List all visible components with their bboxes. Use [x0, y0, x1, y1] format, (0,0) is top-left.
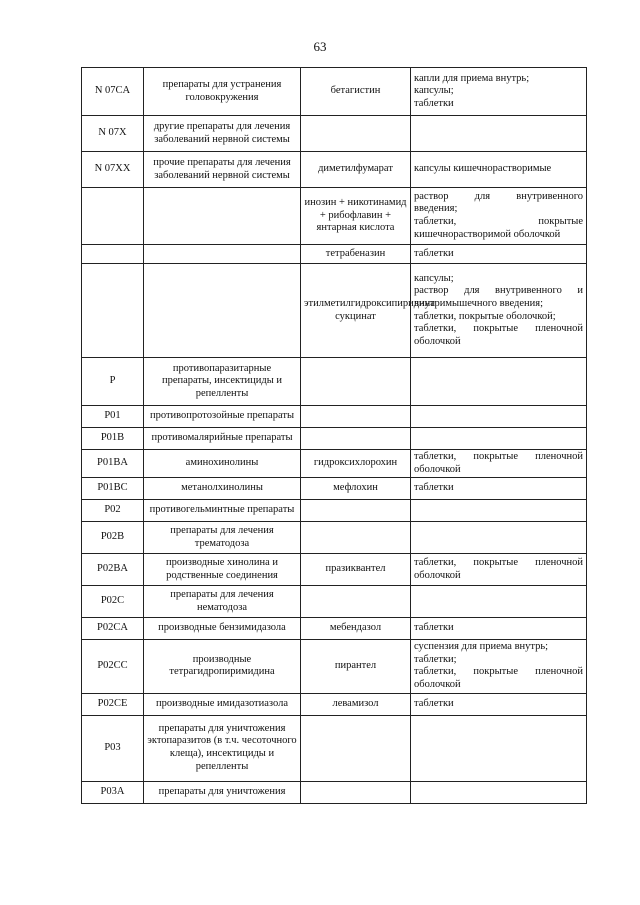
atc-group-cell: противопротозойные препараты	[144, 406, 301, 428]
atc-code-cell: P02CE	[82, 693, 144, 715]
atc-code-cell: N 07XX	[82, 152, 144, 188]
atc-group-cell: производные имидазотиазола	[144, 693, 301, 715]
dosage-form-line: капсулы кишечнорастворимые	[414, 163, 552, 175]
table-row	[82, 406, 587, 428]
dosage-form-cell	[411, 450, 587, 478]
dosage-form-line: капсулы;	[414, 85, 454, 97]
atc-code-cell: P01BA	[82, 450, 144, 478]
atc-code-cell: P02CC	[82, 640, 144, 693]
dosage-form-line: таблетки, покрытые пленочной	[414, 666, 583, 678]
table-row	[82, 264, 587, 358]
dosage-form-cell	[411, 68, 587, 116]
drug-name-cell: этилметилгидроксипиридина сукцинат	[301, 264, 411, 358]
dosage-form-line: таблетки	[414, 697, 454, 709]
drug-name-cell: гидроксихлорохин	[301, 450, 411, 478]
dosage-form-line: оболочкой	[414, 463, 461, 475]
drug-name-cell: мефлохин	[301, 478, 411, 500]
dosage-form-line: введения;	[414, 203, 458, 215]
atc-code-cell: P02	[82, 500, 144, 522]
atc-code-cell: P03	[82, 715, 144, 781]
atc-group-cell: аминохинолины	[144, 450, 301, 478]
dosage-form-cell	[411, 358, 587, 406]
dosage-form-cell	[411, 406, 587, 428]
dosage-form-line: таблетки	[414, 97, 454, 109]
dosage-form-line: оболочкой	[414, 678, 461, 690]
atc-code-cell: P01	[82, 406, 144, 428]
atc-code-cell	[82, 188, 144, 245]
drug-name-cell	[301, 116, 411, 152]
atc-group-cell	[144, 264, 301, 358]
dosage-form-line: таблетки, покрытые оболочкой;	[414, 310, 556, 322]
table-row	[82, 586, 587, 618]
atc-group-cell: препараты для лечения трематодоза	[144, 522, 301, 554]
drug-name-cell: инозин + никотинамид + рибофлавин + янтарная кислота	[301, 188, 411, 245]
atc-code-cell: P02CA	[82, 618, 144, 640]
drug-name-cell: бетагистин	[301, 68, 411, 116]
dosage-form-line: оболочкой	[414, 335, 461, 347]
table-row	[82, 116, 587, 152]
dosage-form-cell	[411, 245, 587, 264]
table-body	[82, 68, 587, 804]
table-row	[82, 715, 587, 781]
dosage-form-line: таблетки, покрытые пленочной	[414, 451, 583, 462]
table-row	[82, 188, 587, 245]
dosage-form-cell	[411, 640, 587, 693]
dosage-form-cell	[411, 693, 587, 715]
dosage-form-cell	[411, 522, 587, 554]
dosage-form-line: таблетки;	[414, 653, 457, 665]
table-row	[82, 522, 587, 554]
table-row	[82, 245, 587, 264]
atc-group-cell: прочие препараты для лечения заболеваний нервной системы	[144, 152, 301, 188]
dosage-form-line: таблетки	[414, 247, 454, 259]
drug-name-cell	[301, 500, 411, 522]
drug-name-cell	[301, 522, 411, 554]
atc-group-cell: препараты для устранения головокружения	[144, 68, 301, 116]
page-number: 63	[313, 39, 327, 54]
dosage-form-line: таблетки	[414, 622, 454, 634]
dosage-form-line: раствор для внутривенного	[414, 190, 583, 202]
atc-group-cell: противогельминтные препараты	[144, 500, 301, 522]
atc-code-cell: P02C	[82, 586, 144, 618]
drug-name-cell: мебендазол	[301, 618, 411, 640]
table-row	[82, 68, 587, 116]
atc-group-cell	[144, 245, 301, 264]
dosage-form-cell	[411, 478, 587, 500]
drug-name-cell	[301, 715, 411, 781]
dosage-form-cell	[411, 781, 587, 803]
drug-name-cell: тетрабеназин	[301, 245, 411, 264]
table-row	[82, 640, 587, 693]
table-row	[82, 693, 587, 715]
atc-code-cell: P02B	[82, 522, 144, 554]
drug-name-cell	[301, 358, 411, 406]
table-row	[82, 618, 587, 640]
dosage-form-cell	[411, 618, 587, 640]
atc-group-cell: препараты для лечения нематодоза	[144, 586, 301, 618]
atc-group-cell: производные хинолина и родственные соединения	[144, 554, 301, 586]
atc-group-cell: производные тетрагидропиримидина	[144, 640, 301, 693]
atc-group-cell: производные бензимидазола	[144, 618, 301, 640]
dosage-form-line: раствор для внутривенного и	[414, 285, 583, 297]
table-row	[82, 781, 587, 803]
atc-code-cell: P02BA	[82, 554, 144, 586]
dosage-form-line: таблетки, покрытые пленочной	[414, 323, 583, 335]
atc-group-cell: метанолхинолины	[144, 478, 301, 500]
atc-code-cell	[82, 264, 144, 358]
atc-group-cell: противопаразитарные препараты, инсектициды и репелленты	[144, 358, 301, 406]
dosage-form-line: кишечнорастворимой оболочкой	[414, 228, 561, 240]
dosage-form-line: таблетки, покрытые	[414, 216, 583, 227]
drug-name-cell	[301, 586, 411, 618]
dosage-form-cell	[411, 586, 587, 618]
dosage-form-cell	[411, 152, 587, 188]
atc-group-cell: препараты для уничтожения эктопаразитов (в т.ч. чесоточного клеща), инсектициды и репелленты	[144, 715, 301, 781]
drug-name-cell: левамизол	[301, 693, 411, 715]
dosage-form-line: таблетки, покрытые пленочной	[414, 557, 583, 569]
drug-name-cell: празиквантел	[301, 554, 411, 586]
dosage-form-line: капли для приема внутрь;	[414, 72, 530, 84]
dosage-form-cell	[411, 554, 587, 586]
dosage-form-line: оболочкой	[414, 569, 461, 581]
atc-code-cell: P01BC	[82, 478, 144, 500]
dosage-form-line: таблетки	[414, 482, 454, 494]
drug-name-cell: диметилфумарат	[301, 152, 411, 188]
table-row	[82, 428, 587, 450]
drug-name-cell: пирантел	[301, 640, 411, 693]
atc-group-cell	[144, 188, 301, 245]
table-row	[82, 478, 587, 500]
table-row	[82, 450, 587, 478]
atc-code-cell: P	[82, 358, 144, 406]
table-row	[82, 358, 587, 406]
dosage-form-cell	[411, 116, 587, 152]
atc-code-cell: P03A	[82, 781, 144, 803]
atc-code-cell: N 07CA	[82, 68, 144, 116]
dosage-form-cell	[411, 264, 587, 358]
dosage-form-line: суспензия для приема внутрь;	[414, 641, 549, 653]
dosage-form-cell	[411, 715, 587, 781]
atc-group-cell: препараты для уничтожения	[144, 781, 301, 803]
dosage-form-cell	[411, 500, 587, 522]
dosage-form-line: капсулы;	[414, 272, 454, 284]
dosage-form-cell	[411, 428, 587, 450]
atc-group-cell: противомалярийные препараты	[144, 428, 301, 450]
drug-name-cell	[301, 428, 411, 450]
table-row	[82, 500, 587, 522]
atc-code-cell: N 07X	[82, 116, 144, 152]
dosage-form-line: внутримышечного введения;	[414, 297, 544, 309]
drug-name-cell	[301, 406, 411, 428]
table-row	[82, 554, 587, 586]
atc-code-cell: P01B	[82, 428, 144, 450]
atc-group-cell: другие препараты для лечения заболеваний нервной системы	[144, 116, 301, 152]
drug-name-cell	[301, 781, 411, 803]
drug-table	[81, 67, 587, 804]
table-row	[82, 152, 587, 188]
dosage-form-cell	[411, 188, 587, 245]
atc-code-cell	[82, 245, 144, 264]
